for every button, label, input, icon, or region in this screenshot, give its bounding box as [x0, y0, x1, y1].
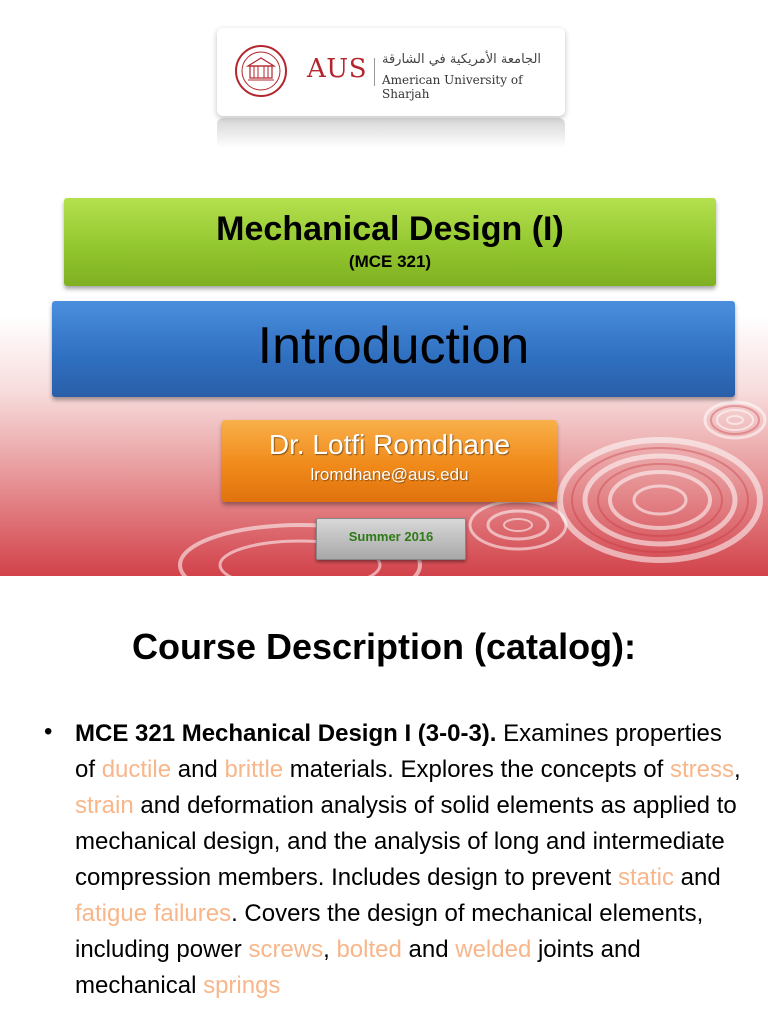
highlighted-term: bolted [336, 936, 402, 963]
description-text: and [673, 864, 721, 891]
university-seal-icon [234, 44, 288, 98]
logo-english-name: American University of Sharjah [382, 73, 523, 101]
course-title-box [64, 198, 716, 286]
highlighted-term: screws [248, 936, 324, 963]
highlighted-term: fatigue failures [75, 900, 232, 927]
course-code: (MCE 321) [348, 252, 432, 271]
highlighted-term: static [617, 864, 674, 891]
logo-arabic-name: الجامعة الأمريكية في الشارقة [382, 52, 542, 67]
highlighted-term: strain [75, 792, 134, 819]
logo-divider [374, 58, 375, 86]
highlighted-term: springs [203, 972, 281, 999]
description-text: . Covers the design of mechanical elements, including power [75, 900, 704, 963]
course-description-paragraph [75, 716, 745, 1004]
term-badge [316, 518, 466, 560]
description-slide [0, 576, 768, 1024]
description-text: , [323, 936, 337, 963]
description-text: and [401, 936, 456, 963]
highlighted-term: ductile [101, 756, 172, 783]
highlighted-term: brittle [224, 756, 284, 783]
topic-box [52, 301, 735, 397]
description-text: and [171, 756, 225, 783]
description-text: Examines properties of [75, 720, 722, 783]
university-logo-card [217, 28, 565, 116]
logo-reflection [217, 118, 565, 148]
description-text: , [734, 756, 741, 783]
highlighted-term: welded [455, 936, 532, 963]
logo-abbreviation: AUS [307, 54, 367, 84]
description-text: materials. Explores the concepts of [283, 756, 670, 783]
instructor-email: lromdhane@aus.edu [310, 465, 469, 484]
bullet-marker: • [44, 718, 53, 745]
highlighted-term: stress [670, 756, 735, 783]
description-text: joints and mechanical [75, 936, 641, 999]
instructor-box [222, 420, 557, 502]
term-label: Summer 2016 [348, 529, 434, 544]
topic-title: Introduction [257, 317, 530, 375]
slide-heading: Course Description (catalog): [131, 626, 637, 667]
course-code-heading: MCE 321 Mechanical Design I (3-0-3). [75, 720, 497, 747]
course-title: Mechanical Design (I) [216, 210, 564, 248]
instructor-name: Dr. Lotfi Romdhane [268, 429, 511, 460]
description-text: and deformation analysis of solid elements as applied to mechanical design, and the analysis of long and intermediate compression members. Includes design to prevent [75, 792, 737, 891]
